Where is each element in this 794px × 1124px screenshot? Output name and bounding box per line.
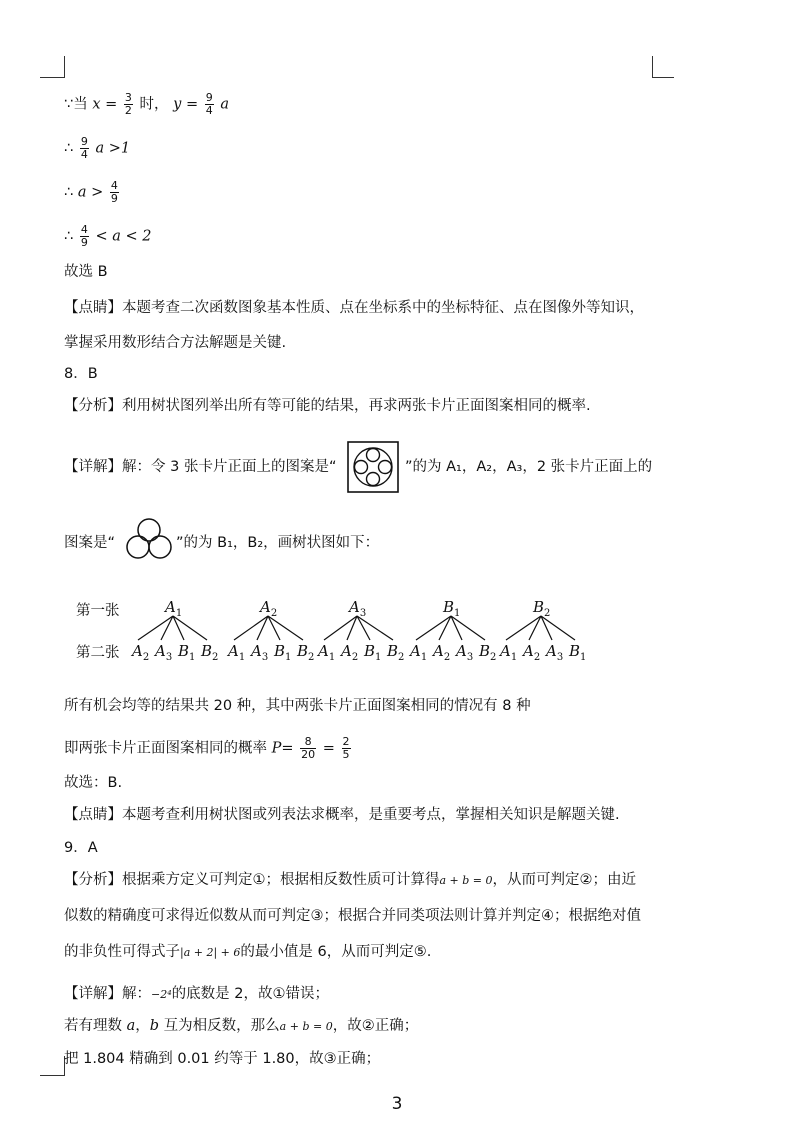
math-expr: a + b = 0: [439, 874, 493, 887]
var-a: a: [126, 1018, 136, 1034]
fraction-4-9: $\frac{4}{9}$: [110, 179, 118, 205]
tree-row-second: 第二张: [76, 645, 120, 661]
math-expr: |a + 2| + 6: [180, 946, 241, 959]
tree-leaf-node: $B_2$: [387, 642, 405, 663]
inequality: a >: [77, 184, 104, 201]
comment-line-8: 【点睛】本题考查利用树状图或列表法求概率，是重要考点，掌握相关知识是解题关键.: [64, 807, 620, 823]
comment-line-2: 掌握采用数形结合方法解题是关键.: [64, 335, 287, 351]
fraction-8-20: $\frac{8}{20}$: [301, 735, 316, 761]
tree-branch: [357, 616, 370, 640]
text: 【详解】解：: [64, 986, 151, 1002]
tree-leaf-node: $B_1$: [274, 642, 292, 663]
text: ，故②正确；: [332, 1018, 419, 1034]
text: ，从而可判定②；由近: [492, 872, 637, 888]
analysis-9-line-2: 似数的精确度可求得近似数从而可判定③；根据合并同类项法则计算并判定④；根据绝对值: [64, 908, 641, 924]
tree-leaf-node: $B_2$: [297, 642, 315, 663]
answer-line-8: 故选：B.: [64, 775, 123, 791]
tree-leaf-node: $A_2$: [132, 642, 150, 663]
tree-root-node: $A_2$: [260, 598, 278, 619]
tree-row-first: 第一张: [76, 603, 120, 619]
tree-leaf-node: $A_1$: [410, 642, 428, 663]
text: 的最小值是 6，从而可判定⑤.: [240, 944, 432, 960]
comment-line-1: 【点睛】本题考查二次函数图象基本性质、点在坐标系中的坐标特征、点在图像外等知识，: [64, 300, 644, 316]
tree-branch: [357, 616, 393, 640]
inequality: < a < 2: [95, 228, 152, 245]
answer-line: 故选 B: [64, 264, 108, 280]
fraction-4-9: $\frac{4}{9}$: [80, 223, 88, 249]
analysis-9-line-1: [64, 870, 636, 891]
equals: =: [105, 96, 118, 113]
var-b: b: [149, 1018, 160, 1034]
therefore: ∴: [64, 140, 74, 157]
fraction-9-4: $\frac{9}{4}$: [80, 135, 88, 161]
tree-leaf-node: $A_2$: [523, 642, 541, 663]
tree-leaf-node: $A_3$: [456, 642, 474, 663]
tree-root-node: $B_1$: [443, 598, 461, 619]
tree-root-node: $B_2$: [533, 598, 551, 619]
math-expr: a + b = 0: [279, 1020, 333, 1033]
question-9-answer: 9．A: [64, 840, 98, 856]
fraction-3-2: $\frac{3}{2}$: [124, 91, 132, 117]
crop-mark-bottom-left-h: [40, 1075, 65, 1076]
detail-9-line-2: [64, 1016, 418, 1037]
text: 的底数是 2，故①错误；: [171, 986, 329, 1002]
analysis-line: 【分析】利用树状图列举出所有等可能的结果，再求两张卡片正面图案相同的概率.: [64, 398, 591, 414]
question-8-answer: 8．B: [64, 366, 98, 382]
tree-leaf-node: $B_1$: [178, 642, 196, 663]
fraction-9-4: $\frac{9}{4}$: [205, 91, 213, 117]
tree-branch: [506, 616, 541, 640]
tree-root-node: $A_1$: [165, 598, 183, 619]
detail-line-1b: ”的为 A₁，A₂，A₃，2 张卡片正面上的: [405, 459, 653, 475]
equals: =: [185, 96, 199, 113]
tree-branch: [138, 616, 173, 640]
tree-branch: [416, 616, 451, 640]
tree-leaf-node: $B_1$: [364, 642, 382, 663]
tree-leaf-node: $B_1$: [569, 642, 587, 663]
tree-leaf-node: $A_2$: [433, 642, 451, 663]
tree-leaf-node: $A_3$: [546, 642, 564, 663]
tree-leaf-node: $A_1$: [318, 642, 336, 663]
tree-leaf-node: $A_3$: [251, 642, 269, 663]
math-expr: −2⁴: [151, 988, 172, 1001]
var-p: P=: [271, 740, 294, 757]
detail-line-2a: 图案是“: [64, 535, 116, 551]
fraction-2-5: $\frac{2}{5}$: [342, 735, 350, 761]
text: 若有理数: [64, 1018, 127, 1034]
text: 【分析】根据乘方定义可判定①；根据相反数性质可计算得: [64, 872, 440, 888]
tree-leaf-node: $A_2$: [341, 642, 359, 663]
detail-line-1a: 【详解】解：令 3 张卡片正面上的图案是“: [64, 459, 337, 475]
therefore: ∴: [64, 228, 74, 245]
text: ，: [135, 1018, 150, 1034]
var-y: y: [173, 96, 182, 113]
text: 的非负性可得式子: [64, 944, 180, 960]
page-number: 3: [391, 1094, 403, 1114]
detail-9-line-3: 把 1.804 精确到 0.01 约等于 1.80，故③正确；: [64, 1051, 381, 1067]
inequality: a >1: [95, 140, 131, 157]
tree-root-node: $A_3$: [349, 598, 367, 619]
tree-leaf-node: $B_2$: [201, 642, 219, 663]
detail-9-line-1: [64, 984, 329, 1005]
detail-line-2b: ”的为 B₁，B₂，画树状图如下：: [176, 535, 380, 551]
text: 时，: [139, 96, 169, 113]
tree-branch: [268, 616, 303, 640]
var-a: a: [220, 96, 229, 113]
text: ∵当: [64, 96, 88, 113]
text: 互为相反数，那么: [159, 1018, 280, 1034]
text: 即两张卡片正面图案相同的概率: [64, 740, 267, 757]
tree-leaf-node: $A_1$: [228, 642, 246, 663]
analysis-9-line-3: [64, 942, 431, 963]
tree-leaf-node: $A_3$: [155, 642, 173, 663]
tree-leaf-node: $B_2$: [479, 642, 497, 663]
probability-line: [64, 736, 353, 761]
therefore: ∴: [64, 184, 74, 201]
equals: =: [322, 740, 335, 757]
var-x: x: [92, 96, 101, 113]
result-line: 所有机会均等的结果共 20 种，其中两张卡片正面图案相同的情况有 8 种: [64, 698, 531, 714]
tree-leaf-node: $A_1$: [500, 642, 518, 663]
